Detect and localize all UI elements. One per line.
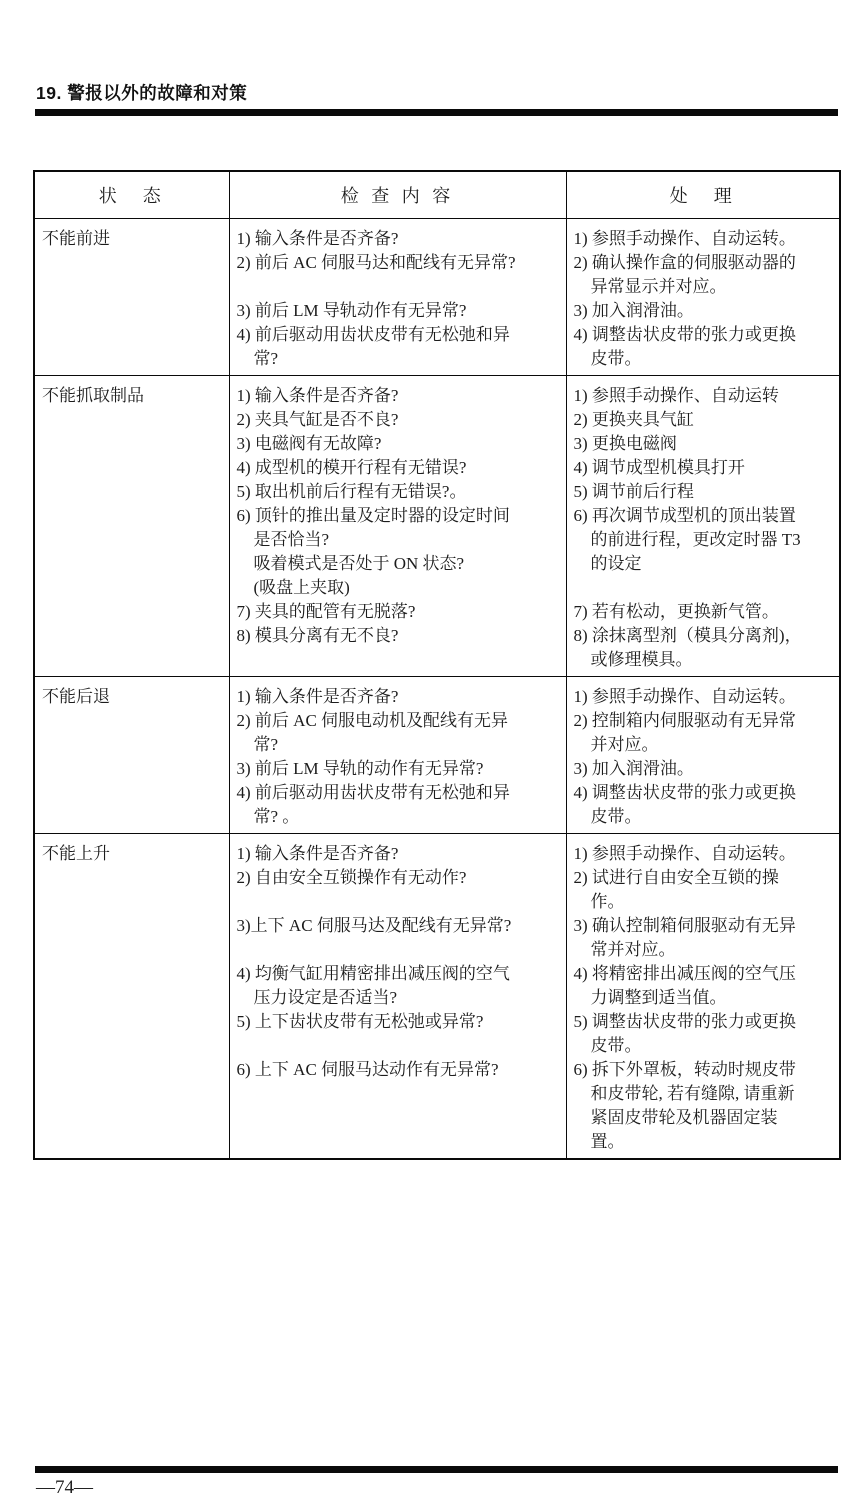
text-line: 1) 参照手动操作、自动运转 (573, 386, 779, 405)
text-line: 5) 上下齿状皮带有无松弛或异常? (236, 1012, 484, 1031)
table-header-row (34, 171, 840, 219)
text-line: 7) 若有松动，更换新气管。 (573, 602, 779, 621)
text-line: 4) 调整齿状皮带的张力或更换 (573, 783, 796, 802)
text-line: (吸盘上夹取) (236, 578, 350, 597)
bottom-rule-divider (35, 1466, 838, 1473)
text-line: 4) 调整齿状皮带的张力或更换 (573, 325, 796, 344)
text-line: 的前进行程，更改定时器 T3 (573, 530, 801, 549)
text-line: 3) 电磁阀有无故障? (236, 434, 382, 453)
text-line: 3) 更换电磁阀 (573, 434, 677, 453)
text-line: 2) 前后 AC 伺服马达和配线有无异常? (236, 253, 516, 272)
text-line: 压力设定是否适当? (236, 988, 398, 1007)
text-line (574, 576, 836, 600)
status-cell (34, 677, 229, 834)
text-line: 3) 加入润滑油。 (573, 759, 694, 778)
text-line: 1) 输入条件是否齐备? (236, 687, 399, 706)
text-line (237, 1034, 562, 1058)
status-cell (34, 376, 229, 677)
text-line: 吸着模式是否处于 ON 状态? (236, 554, 465, 573)
text-line: 4) 调节成型机模具打开 (573, 458, 745, 477)
table-header-status: 状 态 (34, 171, 229, 219)
troubleshooting-table (33, 170, 841, 1160)
text-line: 6) 顶针的推出量及定时器的设定时间 (236, 506, 510, 525)
text-line: 皮带。 (573, 1036, 642, 1055)
text-line: 4) 均衡气缸用精密排出减压阀的空气 (236, 964, 510, 983)
action-cell (566, 834, 840, 1160)
table-header-check: 检 查 内 容 (229, 171, 566, 219)
text-line: 皮带。 (573, 349, 642, 368)
text-line: 力调整到适当值。 (573, 988, 727, 1007)
text-line: 常? (236, 349, 279, 368)
text-line: 4) 将精密排出减压阀的空气压 (573, 964, 796, 983)
text-line: 2) 前后 AC 伺服电动机及配线有无异 (236, 711, 509, 730)
text-line: 6) 上下 AC 伺服马达动作有无异常? (236, 1060, 499, 1079)
action-cell (566, 376, 840, 677)
text-line (237, 275, 562, 299)
text-line: 6) 拆下外罩板，转动时规皮带 (573, 1060, 796, 1079)
status-text: 不能抓取制品 (42, 386, 144, 405)
text-line: 5) 取出机前后行程有无错误?。 (236, 482, 467, 501)
action-cell (566, 677, 840, 834)
check-cell (229, 376, 566, 677)
text-line: 1) 参照手动操作、自动运转。 (573, 844, 796, 863)
status-text: 不能上升 (42, 844, 110, 863)
text-line: 1) 输入条件是否齐备? (236, 844, 399, 863)
text-line: 作。 (573, 892, 625, 911)
text-line: 2) 控制箱内伺服驱动有无异常 (573, 711, 796, 730)
text-line: 常? (236, 735, 279, 754)
table-row-cannot-rise (34, 834, 840, 1160)
text-line: 常并对应。 (573, 940, 676, 959)
text-line: 和皮带轮, 若有缝隙, 请重新 (573, 1084, 795, 1103)
text-line: 3) 前后 LM 导轨动作有无异常? (236, 301, 467, 320)
check-cell (229, 219, 566, 376)
text-line: 8) 涂抹离型剂（模具分离剂)， (573, 626, 802, 645)
text-line: 2) 试进行自由安全互锁的操 (573, 868, 779, 887)
text-line: 是否恰当? (236, 530, 330, 549)
top-rule-divider (35, 109, 838, 116)
text-line: 置。 (573, 1132, 625, 1151)
text-line: 4) 前后驱动用齿状皮带有无松弛和异 (236, 325, 510, 344)
table-row-cannot-grip-product (34, 376, 840, 677)
text-line: 1) 输入条件是否齐备? (236, 229, 399, 248)
table-row-cannot-advance (34, 219, 840, 376)
text-line: 紧固皮带轮及机器固定装 (573, 1108, 778, 1127)
text-line: 3) 加入润滑油。 (573, 301, 694, 320)
text-line: 1) 参照手动操作、自动运转。 (573, 687, 796, 706)
text-line: 常? 。 (236, 807, 300, 826)
text-line: 2) 自由安全互锁操作有无动作? (236, 868, 467, 887)
text-line: 3) 确认控制箱伺服驱动有无异 (573, 916, 796, 935)
text-line: 7) 夹具的配管有无脱落? (236, 602, 416, 621)
page-title: 19. 警报以外的故障和对策 (36, 83, 248, 103)
page-number: —74— (36, 1477, 93, 1498)
status-cell (34, 219, 229, 376)
text-line: 或修理模具。 (573, 650, 693, 669)
text-line: 皮带。 (573, 807, 642, 826)
status-cell (34, 834, 229, 1160)
text-line: 并对应。 (573, 735, 659, 754)
text-line: 2) 确认操作盒的伺服驱动器的 (573, 253, 796, 272)
status-text: 不能后退 (42, 687, 110, 706)
text-line: 1) 输入条件是否齐备? (236, 386, 399, 405)
table-header-action: 处 理 (566, 171, 840, 219)
text-line (237, 938, 562, 962)
text-line: 3)上下 AC 伺服马达及配线有无异常? (236, 916, 512, 935)
text-line: 4) 前后驱动用齿状皮带有无松弛和异 (236, 783, 510, 802)
text-line: 2) 夹具气缸是否不良? (236, 410, 399, 429)
text-line: 的设定 (573, 554, 642, 573)
text-line: 异常显示并对应。 (573, 277, 727, 296)
text-line: 2) 更换夹具气缸 (573, 410, 694, 429)
text-line: 5) 调节前后行程 (573, 482, 694, 501)
text-line: 8) 模具分离有无不良? (236, 626, 399, 645)
check-cell (229, 677, 566, 834)
text-line: 4) 成型机的模开行程有无错误? (236, 458, 467, 477)
text-line: 6) 再次调节成型机的顶出装置 (573, 506, 796, 525)
text-line: 5) 调整齿状皮带的张力或更换 (573, 1012, 796, 1031)
text-line: 3) 前后 LM 导轨的动作有无异常? (236, 759, 484, 778)
check-cell (229, 834, 566, 1160)
table-row-cannot-retreat (34, 677, 840, 834)
text-line (237, 890, 562, 914)
text-line: 1) 参照手动操作、自动运转。 (573, 229, 796, 248)
status-text: 不能前进 (42, 229, 110, 248)
action-cell (566, 219, 840, 376)
